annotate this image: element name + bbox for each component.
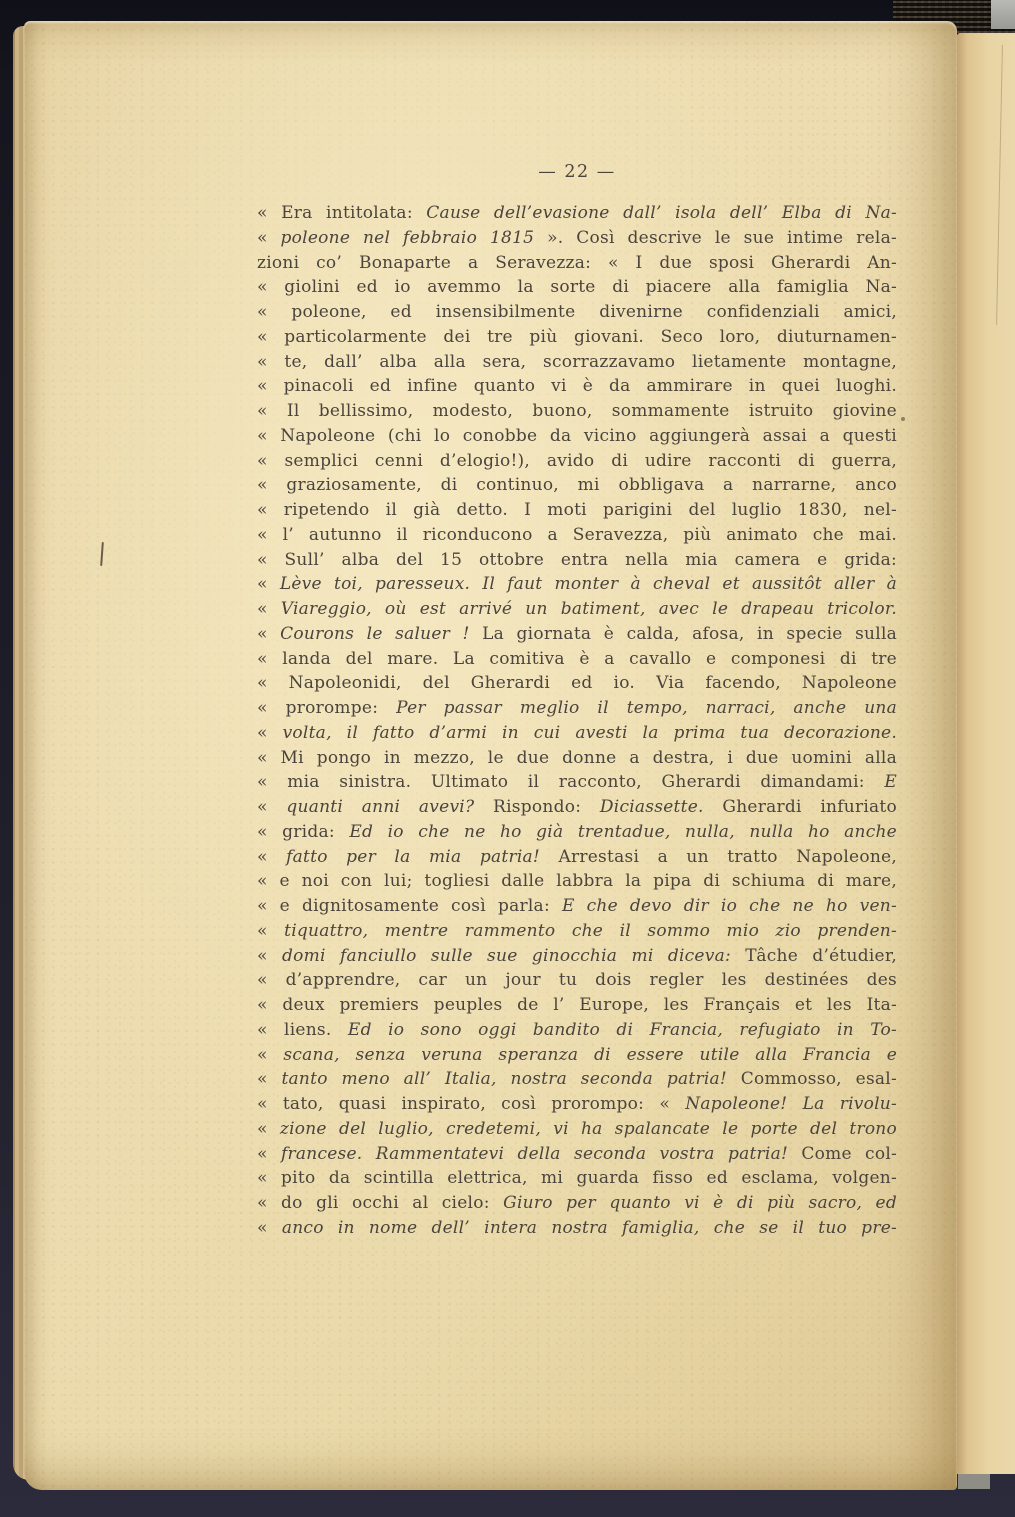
text-line: « Era intitolata: Cause dell’evasione dall’ isola dell’ Elba di Na-: [257, 203, 897, 223]
text-line: « landa del mare. La comitiva è a cavallo e componesi di tre: [257, 648, 897, 669]
text-line: « poleone nel febbraio 1815 ». Così descrive le sue intime rela-: [257, 227, 897, 248]
text-line: « pinacoli ed infine quanto vi è da ammirare in quei luoghi.: [257, 376, 897, 397]
left-page: [24, 21, 957, 1490]
text-line: « Lève toi, paresseux. Il faut monter à cheval et aussitôt aller à: [257, 574, 897, 595]
text-line: « grida: Ed io che ne ho già trentadue, nulla, nulla ho anche: [257, 821, 897, 842]
text-line: « tanto meno all’ Italia, nostra seconda patria! Commosso, esal-: [257, 1069, 897, 1090]
text-line: « liens. Ed io sono oggi bandito di Francia, refugiato in To-: [257, 1019, 897, 1040]
text-line: « giolini ed io avemmo la sorte di piacere alla famiglia Na-: [257, 277, 897, 298]
text-line: « volta, il fatto d’armi in cui avesti la prima tua decorazione.: [257, 722, 897, 743]
text-line: « fatto per la mia patria! Arrestasi a un tratto Napoleone,: [257, 846, 898, 867]
text-line: « francese. Rammentatevi della seconda vostra patria! Come col-: [257, 1143, 897, 1164]
text-line: « e dignitosamente così parla: E che devo dir io che ne ho ven-: [257, 896, 897, 916]
text-line: « graziosamente, di continuo, mi obbligava a narrarne, anco: [257, 475, 897, 496]
text-line: « l’ autunno il riconducono a Seravezza, più animato che mai.: [257, 524, 897, 545]
text-line: « Courons le saluer ! La giornata è calda, afosa, in specie sulla: [257, 623, 898, 644]
text-line: « tato, quasi inspirato, così prorompo: « Napoleone! La rivolu-: [257, 1094, 897, 1114]
text-line: « tiquattro, mentre rammento che il sommo mio zio prenden-: [257, 920, 897, 941]
text-line: « prorompe: Per passar meglio il tempo, narraci, anche una: [257, 698, 897, 718]
text-line: « Viareggio, où est arrivé un batiment, avec le drapeau tricolor.: [257, 599, 897, 619]
text-line: « semplici cenni d’elogio!), avido di udire racconti di guerra,: [257, 450, 897, 471]
text-line: « poleone, ed insensibilmente divenirne confidenziali amici,: [257, 302, 897, 322]
text-line: « d’apprendre, car un jour tu dois regler les destinées des: [257, 970, 897, 991]
text-line: « pito da scintilla elettrica, mi guarda fisso ed esclama, volgen-: [257, 1168, 897, 1189]
text-line: « Sull’ alba del 15 ottobre entra nella mia camera e grida:: [257, 549, 897, 570]
text-line: « Napoleone (chi lo conobbe da vicino aggiungerà assai a questi: [257, 425, 897, 446]
text-line: « domi fanciullo sulle sue ginocchia mi diceva: Tâche d’étudier,: [257, 945, 897, 966]
page-number: — 22 —: [538, 162, 616, 182]
text-line: « Il bellissimo, modesto, buono, sommamente istruito giovine: [257, 401, 897, 421]
ink-dot: [901, 417, 905, 421]
right-page-edge: [957, 33, 1015, 1474]
binding-gray-strip: [991, 0, 1015, 29]
text-line: « anco in nome dell’ intera nostra famiglia, che se il tuo pre-: [257, 1217, 897, 1238]
text-line: « quanti anni avevi? Rispondo: Diciassette. Gherardi infuriato: [257, 797, 897, 817]
text-line: « do gli occhi al cielo: Giuro per quanto vi è di più sacro, ed: [257, 1193, 897, 1213]
text-line: « scana, senza veruna speranza di essere utile alla Francia e: [257, 1044, 898, 1065]
text-line: « te, dall’ alba alla sera, scorrazzavamo lietamente montagne,: [257, 351, 897, 372]
text-line: « deux premiers peuples de l’ Europe, les Français et les Ita-: [257, 995, 897, 1015]
text-line: « e noi con lui; togliesi dalle labbra la pipa di schiuma di mare,: [257, 871, 897, 892]
text-line: « zione del luglio, credetemi, vi ha spalancate le porte del trono: [257, 1118, 897, 1139]
text-block: [257, 201, 897, 1241]
text-line: « Mi pongo in mezzo, le due donne a destra, i due uomini alla: [257, 747, 897, 768]
binding-bottom-fragment: [958, 1474, 990, 1489]
text-line: « particolarmente dei tre più giovani. Seco loro, diuturnamen-: [257, 326, 897, 347]
text-line: « mia sinistra. Ultimato il racconto, Gherardi dimandami: E: [257, 772, 897, 793]
ink-mark: [100, 542, 104, 566]
text-line: « Napoleonidi, del Gherardi ed io. Via facendo, Napoleone: [257, 673, 897, 694]
text-line: zioni co’ Bonaparte a Seravezza: « I due sposi Gherardi An-: [257, 252, 897, 273]
text-line: « ripetendo il già detto. I moti parigini del luglio 1830, nel-: [257, 500, 897, 520]
